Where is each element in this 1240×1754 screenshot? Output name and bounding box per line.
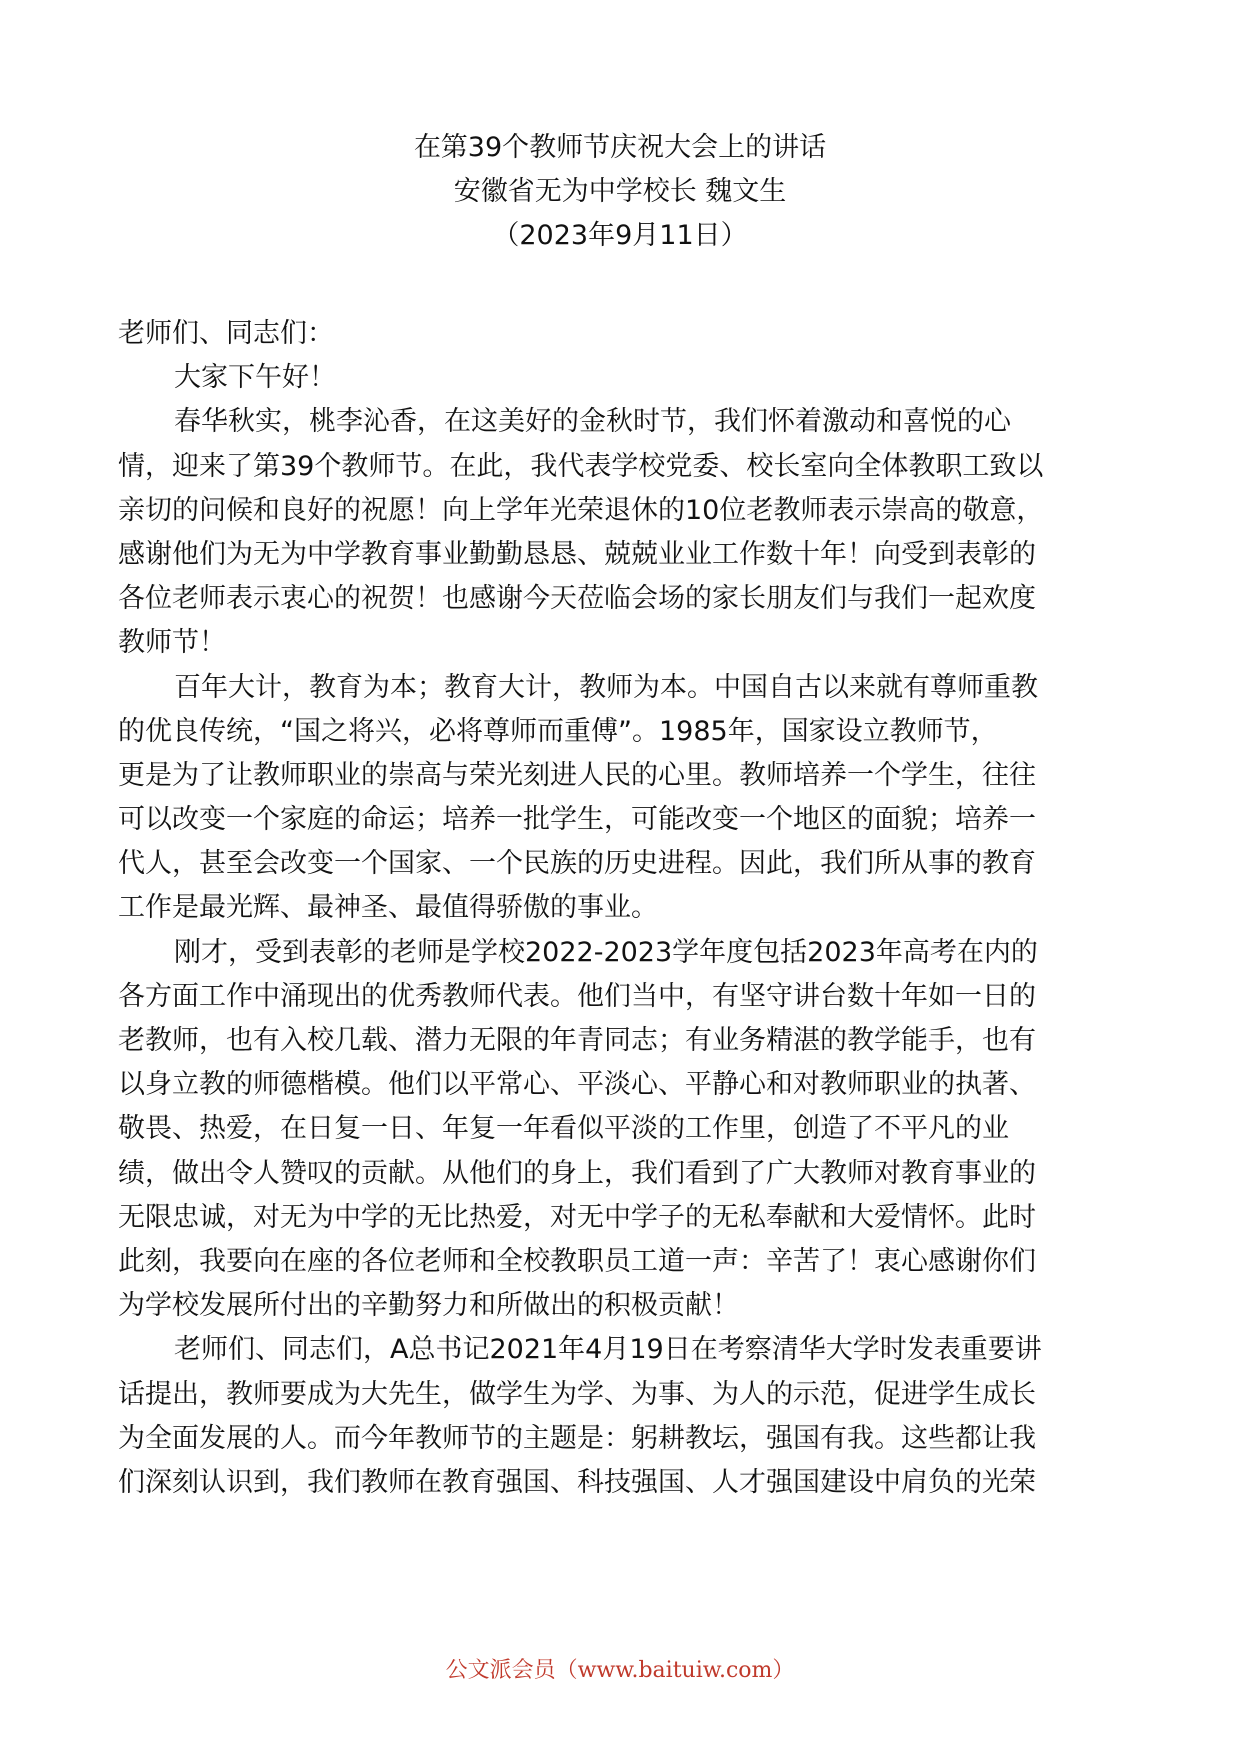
text-line: 为全面发展的人。而今年教师节的主题是：躬耕教坛，强国有我。这些都让我 xyxy=(118,1422,1036,1454)
text-line: 大家下午好！ xyxy=(174,362,336,394)
text-line: 代人，甚至会改变一个国家、一个民族的历史进程。因此，我们所从事的教育 xyxy=(118,848,1036,880)
text-line: 情，迎来了第39个教师节。在此，我代表学校党委、校长室向全体教职工致以 xyxy=(118,450,1044,482)
title-block xyxy=(120,126,1120,258)
date-line: （2023年9月11日） xyxy=(492,220,748,251)
text-line: 为学校发展所付出的辛勤努力和所做出的积极贡献！ xyxy=(118,1290,739,1322)
text-line: 话提出，教师要成为大先生，做学生为学、为事、为人的示范，促进学生成长 xyxy=(118,1378,1036,1410)
text-line: 教师节！ xyxy=(118,627,226,659)
text-line: 绩，做出令人赞叹的贡献。从他们的身上，我们看到了广大教师对教育事业的 xyxy=(118,1157,1036,1189)
text-line: 此刻，我要向在座的各位老师和全校教职员工道一声：辛苦了！衷心感谢你们 xyxy=(118,1245,1036,1277)
text-line: 感谢他们为无为中学教育事业勤勤恳恳、兢兢业业工作数十年！向受到表彰的 xyxy=(118,538,1036,570)
salutation-line: 老师们、同志们： xyxy=(118,318,334,349)
text-line: 老教师，也有入校几载、潜力无限的年青同志；有业务精湛的教学能手，也有 xyxy=(118,1025,1036,1056)
text-line: 亲切的问候和良好的祝愿！向上学年光荣退休的10位老教师表示崇高的敬意， xyxy=(118,494,1044,526)
text-line: 更是为了让教师职业的崇高与荣光刻进人民的心里。教师培养一个学生，往往 xyxy=(118,759,1036,791)
text-line: 各位老师表示衷心的祝贺！也感谢今天莅临会场的家长朋友们与我们一起欢度 xyxy=(118,583,1036,615)
text-line: 百年大计，教育为本；教育大计，教师为本。中国自古以来就有尊师重教 xyxy=(174,671,1038,703)
text-line: 敬畏、热爱，在日复一日、年复一年看似平淡的工作里，创造了不平凡的业 xyxy=(118,1113,1009,1145)
text-line: 刚才，受到表彰的老师是学校2022-2023学年度包括2023年高考在内的 xyxy=(174,936,1038,968)
speech-body xyxy=(118,312,1126,1505)
text-line: 老师们、同志们，A总书记2021年4月19日在考察清华大学时发表重要讲 xyxy=(174,1334,1042,1366)
document-title: 在第39个教师节庆祝大会上的讲话 xyxy=(413,132,827,163)
text-line: 各方面工作中涌现出的优秀教师代表。他们当中，有坚守讲台数十年如一日的 xyxy=(118,980,1036,1012)
text-line: 可以改变一个家庭的命运；培养一批学生，可能改变一个地区的面貌；培养一 xyxy=(118,804,1036,836)
author-line: 安徽省无为中学校长 魏文生 xyxy=(453,176,787,207)
text-line: 工作是最光辉、最神圣、最值得骄傲的事业。 xyxy=(118,892,658,924)
text-line: 以身立教的师德楷模。他们以平常心、平淡心、平静心和对教师职业的执著、 xyxy=(118,1069,1036,1101)
text-line: 们深刻认识到，我们教师在教育强国、科技强国、人才强国建设中肩负的光荣 xyxy=(118,1466,1036,1498)
text-line: 的优良传统，“国之将兴，必将尊师而重傅”。1985年，国家设立教师节， xyxy=(118,715,998,747)
footer-watermark: 公文派会员（www.baituiw.com） xyxy=(445,1658,795,1683)
text-line: 无限忠诚，对无为中学的无比热爱，对无中学子的无私奉献和大爱情怀。此时 xyxy=(118,1201,1036,1233)
text-line: 春华秋实，桃李沁香，在这美好的金秋时节，我们怀着激动和喜悦的心 xyxy=(174,406,1011,438)
